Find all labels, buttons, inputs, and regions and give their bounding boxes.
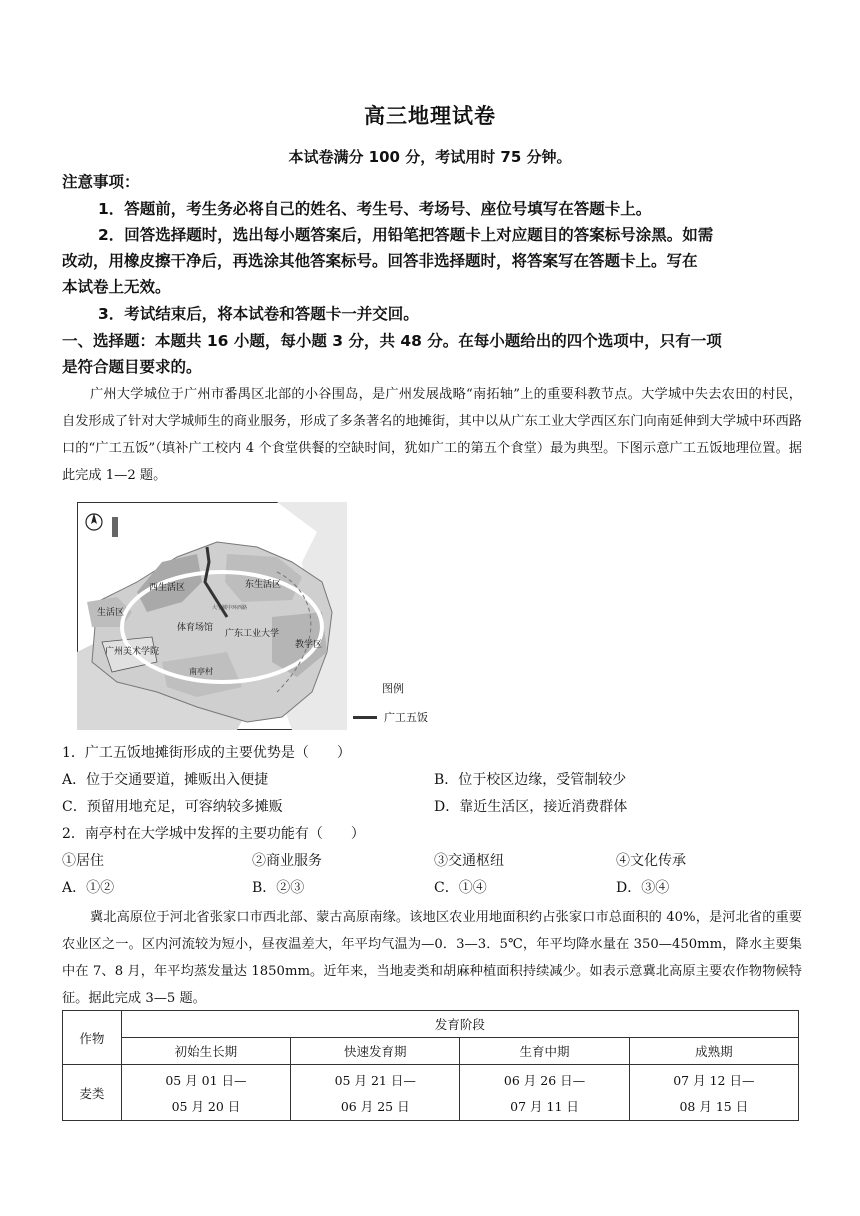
table-stage-header: 生育中期 — [460, 1038, 629, 1065]
table-date-cell: 06 月 26 日— 07 月 11 日 — [460, 1065, 629, 1121]
table-crop-cell: 麦类 — [63, 1065, 122, 1121]
q2-option-c: C．①④ — [434, 880, 487, 896]
q2-statement-4: ④文化传承 — [616, 853, 686, 869]
note-item: 改动，用橡皮擦干净后，再选涂其他答案标号。回答非选择题时，将答案写在答题卡上。写在 — [62, 252, 698, 270]
map-label-teaching: 教学区 — [295, 640, 323, 650]
legend-title: 图例 — [382, 682, 404, 695]
q1-option-a: A．位于交通要道，摊贩出入便捷 — [62, 772, 269, 788]
note-item: 本试卷上无效。 — [62, 278, 171, 296]
table-stage-header: 快速发育期 — [291, 1038, 460, 1065]
note-item: 3．考试结束后，将本试卷和答题卡一并交回。 — [98, 305, 419, 323]
table-stage-header: 初始生长期 — [121, 1038, 290, 1065]
phenology-table — [62, 1010, 799, 1121]
passage-1: 广州大学城位于广州市番禺区北部的小谷围岛，是广州发展战略“南拓轴”上的重要科教节点。大学城中失去农田的村民，自发形成了针对大学城师生的商业服务，形成了多条著名的地摊街，其中以从广东工业大学西区东门向南延伸到大学城中环西路口的“广工五饭”（填补广工校内 4 个食堂供餐的空缺时间，犹如广工的第五个食堂）最为典型。下图示意广工五饭地理位置。据此完成 1—2 题。 — [62, 387, 802, 483]
table-header-crop: 作物 — [63, 1011, 122, 1065]
map-label-gdut: 广东工业大学 — [225, 629, 280, 639]
note-item: 1．答题前，考生务必将自己的姓名、考生号、考场号、座位号填写在答题卡上。 — [98, 200, 652, 218]
table-header-stage: 发育阶段 — [121, 1011, 798, 1038]
q1-option-c: C．预留用地充足，可容纳较多摊贩 — [62, 799, 283, 815]
map-label-east-living: 东生活区 — [245, 580, 282, 590]
q1-option-d: D．靠近生活区，接近消费群体 — [434, 799, 628, 815]
q2-option-b: B．②③ — [252, 880, 305, 896]
q2-option-a: A．①② — [62, 880, 115, 896]
page-title: 高三地理试卷 — [364, 104, 496, 128]
section-heading-cont: 是符合题目要求的。 — [62, 358, 202, 376]
q2-option-d: D．③④ — [616, 880, 670, 896]
passage-2: 冀北高原位于河北省张家口市西北部、蒙古高原南缘。该地区农业用地面积约占张家口市总面积的 40%，是河北省的重要农业区之一。区内河流较为短小，昼夜温差大，年平均气温为—0．3—3．5℃，年平均降水量在 350—450mm，降水主要集中在 7、8 月，年平均蒸发量达 1850mm。近年来，当地麦类和胡麻种植面积持续减少。如表示意冀北高原主要农作物物候特征。据此完成 3—5 题。 — [62, 910, 802, 1006]
table-row — [63, 1065, 799, 1121]
map-label-nanting: 南亭村 — [189, 667, 213, 676]
q1-option-b: B．位于校区边缘，受管制较少 — [434, 772, 627, 788]
legend-line-icon — [353, 716, 377, 719]
q2-statement-3: ③交通枢纽 — [434, 853, 504, 869]
map-label-west-living: 西生活区 — [149, 583, 186, 593]
map-label-gzarts: 广州美术学院 — [105, 647, 160, 657]
table-date-cell: 07 月 12 日— 08 月 15 日 — [629, 1065, 798, 1121]
map-label-living: 生活区 — [97, 608, 125, 618]
campus-map — [77, 502, 347, 730]
map-label-stadium: 体育场馆 — [177, 623, 214, 633]
question-1-stem: 1．广工五饭地摊街形成的主要优势是（ ） — [62, 745, 351, 761]
table-date-cell: 05 月 01 日— 05 月 20 日 — [121, 1065, 290, 1121]
table-stage-header: 成熟期 — [629, 1038, 798, 1065]
page-subtitle: 本试卷满分 100 分，考试用时 75 分钟。 — [288, 148, 572, 166]
q2-statement-2: ②商业服务 — [252, 853, 322, 869]
q2-statement-1: ①居住 — [62, 853, 104, 869]
note-item: 2．回答选择题时，选出每小题答案后，用铅笔把答题卡上对应题目的答案标号涂黑。如需 — [98, 226, 714, 244]
section-heading: 一、选择题：本题共 16 小题，每小题 3 分，共 48 分。在每小题给出的四个选项中，只有一项 — [62, 332, 722, 350]
legend-item: 广工五饭 — [384, 711, 428, 724]
table-date-cell: 05 月 21 日— 06 月 25 日 — [291, 1065, 460, 1121]
question-2-stem: 2．南亭村在大学城中发挥的主要功能有（ ） — [62, 826, 365, 842]
map-label-road: 大学城中环西路 — [212, 605, 248, 611]
notes-heading: 注意事项： — [62, 173, 140, 191]
